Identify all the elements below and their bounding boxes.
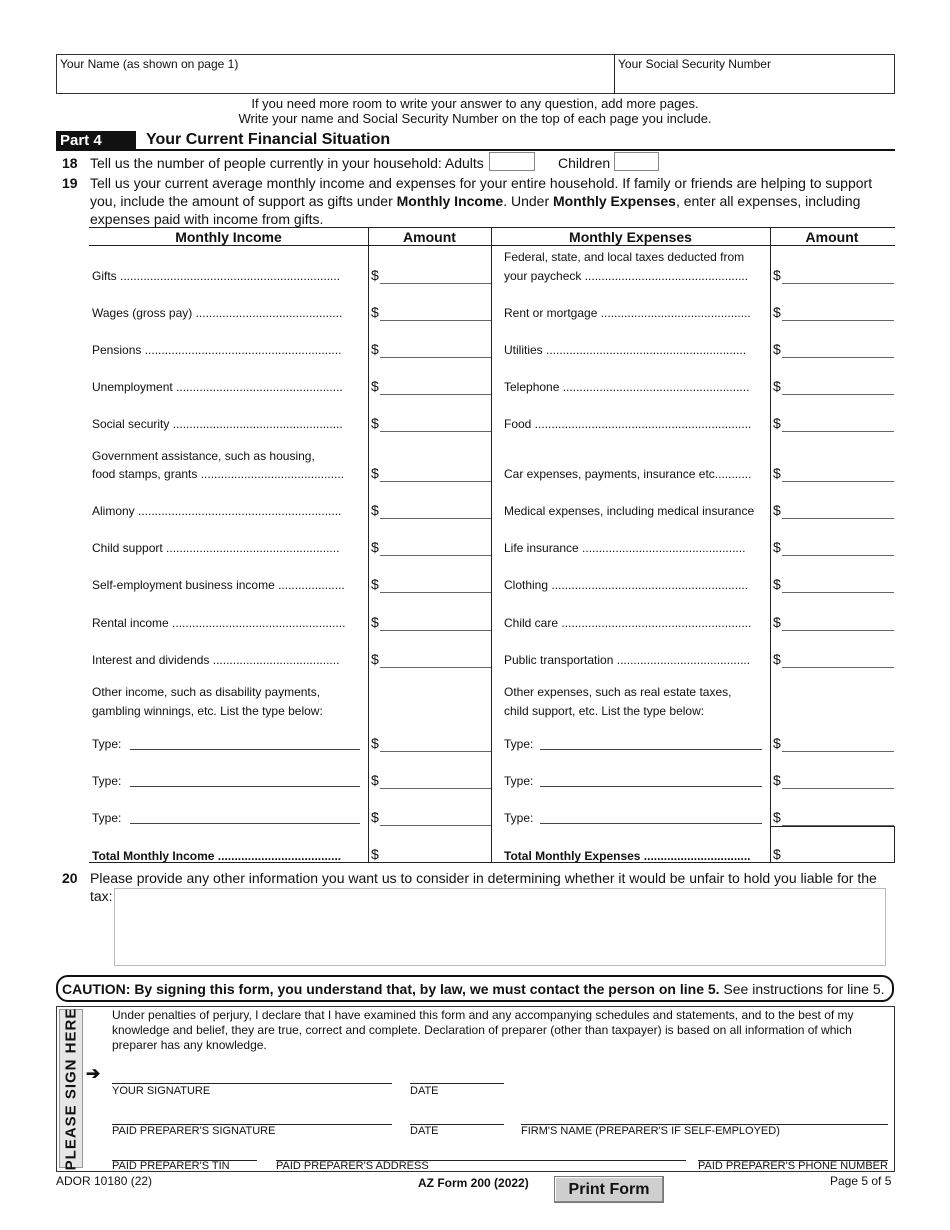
income-amount-input[interactable] [381, 378, 489, 394]
expense-amount-input[interactable] [783, 735, 891, 751]
expense-amount-line [782, 357, 894, 358]
ssn-input[interactable] [618, 73, 890, 91]
table-col-div-2 [491, 227, 492, 863]
col-expenses-header: Monthly Expenses [569, 229, 692, 245]
prep-address-input[interactable] [276, 1143, 686, 1159]
prep-signature-input[interactable] [112, 1105, 392, 1123]
note-line-2: Write your name and Social Security Number on the top of each page you include. [238, 111, 712, 126]
expense-dollar-sign: $ [773, 502, 781, 518]
children-input[interactable] [614, 152, 659, 171]
income-dollar-sign: $ [371, 539, 379, 555]
children-label: Children [558, 155, 611, 171]
q19-line2 [90, 193, 860, 209]
q20-line2: tax: [90, 888, 113, 904]
income-amount-line [380, 357, 491, 358]
income-amount-line [380, 825, 491, 826]
income-amount-line [380, 320, 491, 321]
q18-text: Tell us the number of people currently in your household: Adults [90, 155, 484, 171]
expense-amount-line [782, 431, 894, 432]
table-col-div-3 [770, 227, 771, 863]
income-amount-input[interactable] [381, 772, 489, 788]
footer-page: Page 5 of 5 [830, 1174, 892, 1188]
date2-label: DATE [410, 1125, 439, 1137]
prep-tin-input[interactable] [112, 1143, 257, 1159]
income-dollar-sign: $ [371, 651, 379, 667]
expense-amount-line [782, 555, 894, 556]
prep-signature-label: PAID PREPARER'S SIGNATURE [112, 1125, 276, 1137]
income-row-label: Rental income .................................................... [92, 616, 346, 630]
income-type-input[interactable] [131, 734, 359, 749]
fed-tax-line1: Federal, state, and local taxes deducted from [504, 250, 745, 264]
income-row-label: Child support .................................................... [92, 541, 340, 555]
other-exp-line2: child support, etc. List the type below: [504, 704, 705, 718]
expense-row-label: Rent or mortgage ............................................. [504, 306, 751, 320]
please-sign-here [59, 1009, 83, 1168]
expense-amount-line [782, 825, 894, 826]
expense-dollar-sign: $ [773, 465, 781, 481]
date1-input[interactable] [410, 1064, 504, 1082]
q19-line3: expenses paid with income from gifts. [90, 211, 324, 227]
expense-amount-line [782, 630, 894, 631]
income-dollar-sign: $ [371, 614, 379, 630]
expense-dollar-sign: $ [773, 735, 781, 751]
expense-type-line [540, 749, 762, 750]
expense-dollar-sign: $ [773, 341, 781, 357]
q19-line2c: . Under [503, 193, 554, 209]
caution-text [62, 981, 885, 997]
expense-row-label: Car expenses, payments, insurance etc........... [504, 467, 752, 481]
income-row-label: Gifts .................................................................. [92, 269, 341, 283]
income-amount-input[interactable] [381, 576, 489, 592]
expense-type-label: Type: [504, 774, 534, 788]
income-amount-line [380, 431, 491, 432]
expense-amount-input[interactable] [783, 415, 891, 431]
income-amount-line [380, 667, 491, 668]
expense-amount-input[interactable] [783, 614, 891, 630]
caution-bold: CAUTION: By signing this form, you understand that, by law, we must contact the person on line 5. [62, 981, 720, 997]
income-dollar-sign: $ [371, 735, 379, 751]
income-amount-line [380, 481, 491, 482]
expense-row-label: Child care ......................................................... [504, 616, 752, 630]
total-expenses-dollar: $ [773, 846, 781, 862]
expense-amount-line [782, 283, 894, 284]
q19-monthly-income: Monthly Income [396, 193, 504, 209]
table-col-div-4 [894, 826, 895, 863]
table-top-rule [89, 227, 895, 228]
other-exp-line1: Other expenses, such as real estate taxes, [504, 685, 732, 699]
prep-phone-label: PAID PREPARER'S PHONE NUMBER [698, 1160, 888, 1172]
q19-line2e: , enter all expenses, including [675, 193, 861, 209]
expense-dollar-sign: $ [773, 651, 781, 667]
your-signature-label: YOUR SIGNATURE [112, 1085, 211, 1097]
expense-row-label: your paycheck ................................................. [504, 269, 749, 283]
expense-amount-input[interactable] [783, 378, 891, 394]
q18-num: 18 [62, 155, 78, 171]
name-ssn-divider [614, 54, 615, 94]
total-income-label: Total Monthly Income ..................................... [92, 849, 342, 863]
expense-row-label: Clothing ........................................................... [504, 578, 749, 592]
expense-dollar-sign: $ [773, 267, 781, 283]
your-signature-input[interactable] [112, 1064, 392, 1082]
income-row-label: Interest and dividends ...................................... [92, 653, 340, 667]
total-expenses-input[interactable] [783, 846, 891, 861]
col-amount2-header: Amount [805, 229, 859, 245]
expense-amount-input[interactable] [783, 341, 891, 357]
expense-type-line [540, 786, 762, 787]
q19-monthly-expenses: Monthly Expenses [553, 193, 676, 209]
date1-line [410, 1083, 504, 1084]
print-form-button[interactable]: Print Form [554, 1176, 664, 1203]
income-type-input[interactable] [131, 771, 359, 786]
expense-type-input[interactable] [541, 771, 761, 786]
income-row-label: Pensions ........................................................... [92, 343, 342, 357]
income-dollar-sign: $ [371, 415, 379, 431]
expense-dollar-sign: $ [773, 304, 781, 320]
expense-amount-line [782, 320, 894, 321]
income-amount-input[interactable] [381, 539, 489, 555]
please-sign-here-text: PLEASE SIGN HERE [62, 1007, 80, 1170]
q19-line2a: you, include the amount of support as gifts under [90, 193, 397, 209]
income-row-label: Social security ................................................... [92, 417, 343, 431]
name-input[interactable] [60, 73, 610, 91]
expense-amount-line [782, 788, 894, 789]
expense-row-label: Medical expenses, including medical insurance [504, 504, 755, 518]
income-dollar-sign: $ [371, 465, 379, 481]
expense-amount-line [782, 751, 894, 752]
income-dollar-sign: $ [371, 576, 379, 592]
expense-row-label: Public transportation ........................................ [504, 653, 751, 667]
expense-amount-line [782, 592, 894, 593]
income-amount-input[interactable] [381, 809, 489, 825]
expense-amount-input[interactable] [783, 539, 891, 555]
expense-amount-input[interactable] [783, 809, 891, 825]
income-amount-input[interactable] [381, 651, 489, 667]
expense-amount-input[interactable] [783, 304, 891, 320]
expense-type-label: Type: [504, 811, 534, 825]
table-header-rule [89, 245, 895, 246]
income-type-label: Type: [92, 811, 122, 825]
arrow-icon: ➔ [86, 1064, 101, 1083]
declaration-line3: preparer has any knowledge. [112, 1038, 267, 1052]
expense-dollar-sign: $ [773, 576, 781, 592]
expense-row-label: Life insurance ................................................. [504, 541, 746, 555]
prep-phone-input[interactable] [698, 1143, 888, 1159]
income-dollar-sign: $ [371, 267, 379, 283]
income-amount-input[interactable] [381, 341, 489, 357]
table-col-div-1 [368, 227, 369, 863]
part4-rule [56, 149, 895, 151]
income-dollar-sign: $ [371, 772, 379, 788]
income-amount-line [380, 751, 491, 752]
expense-dollar-sign: $ [773, 809, 781, 825]
income-amount-input[interactable] [381, 614, 489, 630]
expense-dollar-sign: $ [773, 415, 781, 431]
expense-row-label: Telephone ........................................................ [504, 380, 750, 394]
expense-amount-line [782, 667, 894, 668]
other-income-line2: gambling winnings, etc. List the type below: [92, 704, 323, 718]
adults-input[interactable] [489, 152, 535, 171]
income-row-label: Alimony ............................................................. [92, 504, 342, 518]
date1-label: DATE [410, 1085, 439, 1097]
expense-type-input[interactable] [541, 734, 761, 749]
note-line-1: If you need more room to write your answer to any question, add more pages. [251, 96, 699, 111]
expense-amount-input[interactable] [783, 465, 891, 481]
expense-amount-line [782, 481, 894, 482]
ssn-label: Your Social Security Number [618, 57, 771, 71]
income-type-input[interactable] [131, 808, 359, 823]
other-income-line1: Other income, such as disability payments, [92, 685, 321, 699]
firm-name-input[interactable] [521, 1105, 888, 1123]
income-amount-input[interactable] [381, 415, 489, 431]
expense-amount-input[interactable] [783, 267, 891, 283]
expense-amount-input[interactable] [783, 502, 891, 518]
expense-amount-input[interactable] [783, 651, 891, 667]
total-expenses-label: Total Monthly Expenses ................................ [504, 849, 751, 863]
total-row-top [770, 826, 895, 827]
income-amount-line [380, 283, 491, 284]
income-amount-input[interactable] [381, 267, 489, 283]
prep-tin-label: PAID PREPARER'S TIN [112, 1160, 230, 1172]
income-amount-line [380, 592, 491, 593]
income-dollar-sign: $ [371, 502, 379, 518]
part4-title: Your Current Financial Situation [146, 131, 391, 148]
income-row-label: Wages (gross pay) ............................................ [92, 306, 343, 320]
income-amount-input[interactable] [381, 465, 489, 481]
your-sig-line [112, 1083, 392, 1084]
income-amount-line [380, 394, 491, 395]
prep-address-label: PAID PREPARER'S ADDRESS [276, 1160, 429, 1172]
q20-textarea[interactable] [114, 888, 886, 966]
income-type-label: Type: [92, 774, 122, 788]
expense-amount-input[interactable] [783, 772, 891, 788]
income-dollar-sign: $ [371, 809, 379, 825]
col-income-header: Monthly Income [175, 229, 282, 245]
income-dollar-sign: $ [371, 341, 379, 357]
income-row-label: Unemployment .................................................. [92, 380, 343, 394]
caution-normal: See instructions for line 5. [719, 981, 885, 997]
total-income-dollar: $ [371, 846, 379, 862]
income-amount-line [380, 555, 491, 556]
footer-form-id: ADOR 10180 (22) [56, 1174, 153, 1188]
income-amount-line [380, 518, 491, 519]
firm-name-label: FIRM'S NAME (PREPARER'S IF SELF-EMPLOYED) [521, 1125, 780, 1137]
declaration-line1: Under penalties of perjury, I declare that I have examined this form and any accompanying schedules and statements, and to the best of my [112, 1008, 854, 1022]
date2-input[interactable] [410, 1105, 504, 1123]
income-type-line [130, 749, 360, 750]
expense-dollar-sign: $ [773, 539, 781, 555]
expense-amount-input[interactable] [783, 576, 891, 592]
q19-line1: Tell us your current average monthly income and expenses for your entire household. If family or friends are helping to support [90, 175, 873, 191]
income-amount-input[interactable] [381, 502, 489, 518]
income-dollar-sign: $ [371, 304, 379, 320]
q19-num: 19 [62, 175, 78, 191]
q20-line1: Please provide any other information you want us to consider in determining whether it would be unfair to hold you liable for the [90, 870, 877, 886]
income-dollar-sign: $ [371, 378, 379, 394]
income-amount-input[interactable] [381, 304, 489, 320]
income-amount-line [380, 630, 491, 631]
footer-form-name: AZ Form 200 (2022) [418, 1176, 529, 1190]
expense-amount-line [782, 394, 894, 395]
gov-assist-line1: Government assistance, such as housing, [92, 449, 315, 463]
income-amount-input[interactable] [381, 735, 489, 751]
income-row-label: food stamps, grants ........................................... [92, 467, 345, 481]
name-label: Your Name (as shown on page 1) [60, 57, 239, 71]
expense-dollar-sign: $ [773, 772, 781, 788]
expense-row-label: Utilities ............................................................ [504, 343, 747, 357]
expense-amount-line [782, 518, 894, 519]
expense-type-input[interactable] [541, 808, 761, 823]
income-type-label: Type: [92, 737, 122, 751]
income-row-label: Self-employment business income .................... [92, 578, 345, 592]
expense-type-label: Type: [504, 737, 534, 751]
part4-tag: Part 4 [56, 131, 136, 150]
col-amount1-header: Amount [403, 229, 456, 245]
expense-type-line [540, 823, 762, 824]
expense-dollar-sign: $ [773, 378, 781, 394]
income-type-line [130, 823, 360, 824]
total-income-input[interactable] [381, 846, 489, 861]
declaration-line2: knowledge and belief, they are true, correct and complete. Declaration of preparer (other than taxpayer) is based on all information of which [112, 1023, 852, 1037]
income-type-line [130, 786, 360, 787]
q20-num: 20 [62, 870, 78, 886]
expense-dollar-sign: $ [773, 614, 781, 630]
income-amount-line [380, 788, 491, 789]
expense-row-label: Food ................................................................. [504, 417, 752, 431]
